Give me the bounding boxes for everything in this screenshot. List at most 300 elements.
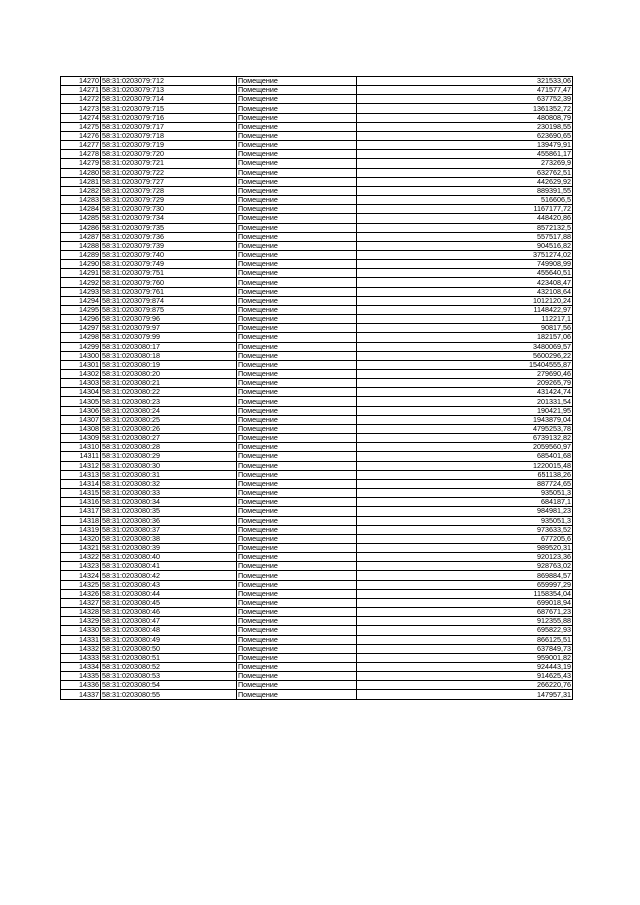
- table-row: [61, 269, 573, 278]
- object-type-cell: Помещение: [237, 315, 357, 324]
- cadastral-value-cell: 279690,46: [357, 370, 573, 379]
- row-number-cell: 14330: [61, 626, 101, 635]
- table-row: [61, 159, 573, 168]
- cadastral-value-cell: 632762,51: [357, 168, 573, 177]
- cadastral-number-cell: 58:31:0203080:32: [101, 479, 237, 488]
- table-row: [61, 86, 573, 95]
- cadastral-value-cell: 557517,88: [357, 232, 573, 241]
- row-number-cell: 14307: [61, 415, 101, 424]
- object-type-cell: Помещение: [237, 360, 357, 369]
- row-number-cell: 14305: [61, 397, 101, 406]
- object-type-cell: Помещение: [237, 287, 357, 296]
- table-row: [61, 95, 573, 104]
- object-type-cell: Помещение: [237, 608, 357, 617]
- object-type-cell: Помещение: [237, 543, 357, 552]
- table-row: [61, 580, 573, 589]
- row-number-cell: 14299: [61, 342, 101, 351]
- cadastral-number-cell: 58:31:0203080:48: [101, 626, 237, 635]
- table-row: [61, 415, 573, 424]
- object-type-cell: Помещение: [237, 580, 357, 589]
- cadastral-number-cell: 58:31:0203080:52: [101, 663, 237, 672]
- table-row: [61, 177, 573, 186]
- row-number-cell: 14316: [61, 498, 101, 507]
- cadastral-value-cell: 637752,39: [357, 95, 573, 104]
- cadastral-value-cell: 201331,54: [357, 397, 573, 406]
- object-type-cell: Помещение: [237, 177, 357, 186]
- table-row: [61, 388, 573, 397]
- table-body: [61, 77, 573, 700]
- row-number-cell: 14301: [61, 360, 101, 369]
- cadastral-value-cell: 959001,82: [357, 653, 573, 662]
- table-row: [61, 498, 573, 507]
- table-row: [61, 571, 573, 580]
- row-number-cell: 14337: [61, 690, 101, 699]
- cadastral-number-cell: 58:31:0203079:713: [101, 86, 237, 95]
- cadastral-value-cell: 677205,6: [357, 534, 573, 543]
- object-type-cell: Помещение: [237, 516, 357, 525]
- cadastral-number-cell: 58:31:0203079:717: [101, 122, 237, 131]
- row-number-cell: 14329: [61, 617, 101, 626]
- table-row: [61, 617, 573, 626]
- row-number-cell: 14324: [61, 571, 101, 580]
- table-row: [61, 186, 573, 195]
- cadastral-number-cell: 58:31:0203080:55: [101, 690, 237, 699]
- cadastral-value-cell: 112217,1: [357, 315, 573, 324]
- table-row: [61, 507, 573, 516]
- object-type-cell: Помещение: [237, 214, 357, 223]
- cadastral-number-cell: 58:31:0203080:43: [101, 580, 237, 589]
- cadastral-value-cell: 516606,5: [357, 196, 573, 205]
- cadastral-value-cell: 935051,3: [357, 489, 573, 498]
- row-number-cell: 14281: [61, 177, 101, 186]
- cadastral-number-cell: 58:31:0203079:740: [101, 250, 237, 259]
- row-number-cell: 14274: [61, 113, 101, 122]
- cadastral-number-cell: 58:31:0203080:38: [101, 534, 237, 543]
- table-row: [61, 434, 573, 443]
- cadastral-value-cell: 1012120,24: [357, 296, 573, 305]
- cadastral-number-cell: 58:31:0203080:40: [101, 553, 237, 562]
- object-type-cell: Помещение: [237, 333, 357, 342]
- cadastral-number-cell: 58:31:0203080:42: [101, 571, 237, 580]
- cadastral-number-cell: 58:31:0203079:718: [101, 131, 237, 140]
- cadastral-value-cell: 984981,23: [357, 507, 573, 516]
- table-row: [61, 644, 573, 653]
- cadastral-number-cell: 58:31:0203079:761: [101, 287, 237, 296]
- table-row: [61, 296, 573, 305]
- object-type-cell: Помещение: [237, 269, 357, 278]
- table-row: [61, 168, 573, 177]
- table-row: [61, 608, 573, 617]
- cadastral-number-cell: 58:31:0203080:20: [101, 370, 237, 379]
- row-number-cell: 14303: [61, 379, 101, 388]
- object-type-cell: Помещение: [237, 553, 357, 562]
- row-number-cell: 14296: [61, 315, 101, 324]
- object-type-cell: Помещение: [237, 653, 357, 662]
- cadastral-number-cell: 58:31:0203080:54: [101, 681, 237, 690]
- object-type-cell: Помещение: [237, 525, 357, 534]
- table-row: [61, 516, 573, 525]
- cadastral-value-cell: 914625,43: [357, 672, 573, 681]
- object-type-cell: Помещение: [237, 86, 357, 95]
- object-type-cell: Помещение: [237, 617, 357, 626]
- cadastral-value-cell: 1220015,48: [357, 461, 573, 470]
- row-number-cell: 14293: [61, 287, 101, 296]
- cadastral-value-cell: 455861,17: [357, 150, 573, 159]
- object-type-cell: Помещение: [237, 122, 357, 131]
- object-type-cell: Помещение: [237, 498, 357, 507]
- cadastral-number-cell: 58:31:0203079:735: [101, 223, 237, 232]
- object-type-cell: Помещение: [237, 305, 357, 314]
- object-type-cell: Помещение: [237, 388, 357, 397]
- table-row: [61, 543, 573, 552]
- table-row: [61, 287, 573, 296]
- cadastral-value-cell: 5600296,22: [357, 351, 573, 360]
- cadastral-number-cell: 58:31:0203079:728: [101, 186, 237, 195]
- row-number-cell: 14287: [61, 232, 101, 241]
- object-type-cell: Помещение: [237, 406, 357, 415]
- cadastral-number-cell: 58:31:0203080:35: [101, 507, 237, 516]
- row-number-cell: 14290: [61, 260, 101, 269]
- row-number-cell: 14311: [61, 452, 101, 461]
- cadastral-number-cell: 58:31:0203080:25: [101, 415, 237, 424]
- cadastral-value-cell: 321533,06: [357, 77, 573, 86]
- row-number-cell: 14278: [61, 150, 101, 159]
- cadastral-value-cell: 3751274,02: [357, 250, 573, 259]
- object-type-cell: Помещение: [237, 424, 357, 433]
- object-type-cell: Помещение: [237, 379, 357, 388]
- cadastral-number-cell: 58:31:0203079:874: [101, 296, 237, 305]
- row-number-cell: 14336: [61, 681, 101, 690]
- cadastral-value-cell: 637849,73: [357, 644, 573, 653]
- cadastral-value-cell: 659997,29: [357, 580, 573, 589]
- table-row: [61, 397, 573, 406]
- cadastral-value-cell: 699018,94: [357, 598, 573, 607]
- object-type-cell: Помещение: [237, 589, 357, 598]
- row-number-cell: 14284: [61, 205, 101, 214]
- object-type-cell: Помещение: [237, 250, 357, 259]
- table-row: [61, 489, 573, 498]
- row-number-cell: 14295: [61, 305, 101, 314]
- cadastral-number-cell: 58:31:0203080:23: [101, 397, 237, 406]
- row-number-cell: 14308: [61, 424, 101, 433]
- cadastral-number-cell: 58:31:0203079:722: [101, 168, 237, 177]
- cadastral-number-cell: 58:31:0203080:39: [101, 543, 237, 552]
- row-number-cell: 14297: [61, 324, 101, 333]
- object-type-cell: Помещение: [237, 232, 357, 241]
- row-number-cell: 14322: [61, 553, 101, 562]
- table-row: [61, 305, 573, 314]
- cadastral-value-cell: 230198,55: [357, 122, 573, 131]
- cadastral-value-cell: 651138,26: [357, 470, 573, 479]
- cadastral-number-cell: 58:31:0203080:46: [101, 608, 237, 617]
- cadastral-value-cell: 480808,79: [357, 113, 573, 122]
- table-row: [61, 461, 573, 470]
- cadastral-value-cell: 869884,57: [357, 571, 573, 580]
- cadastral-number-cell: 58:31:0203080:28: [101, 443, 237, 452]
- object-type-cell: Помещение: [237, 479, 357, 488]
- cadastral-value-cell: 432108,64: [357, 287, 573, 296]
- object-type-cell: Помещение: [237, 113, 357, 122]
- row-number-cell: 14312: [61, 461, 101, 470]
- cadastral-value-cell: 920123,36: [357, 553, 573, 562]
- object-type-cell: Помещение: [237, 168, 357, 177]
- row-number-cell: 14320: [61, 534, 101, 543]
- row-number-cell: 14282: [61, 186, 101, 195]
- cadastral-value-cell: 887724,65: [357, 479, 573, 488]
- object-type-cell: Помещение: [237, 598, 357, 607]
- table-row: [61, 360, 573, 369]
- table-row: [61, 150, 573, 159]
- row-number-cell: 14275: [61, 122, 101, 131]
- cadastral-value-cell: 90817,56: [357, 324, 573, 333]
- object-type-cell: Помещение: [237, 205, 357, 214]
- object-type-cell: Помещение: [237, 443, 357, 452]
- cadastral-number-cell: 58:31:0203080:49: [101, 635, 237, 644]
- cadastral-number-cell: 58:31:0203080:18: [101, 351, 237, 360]
- object-type-cell: Помещение: [237, 196, 357, 205]
- cadastral-number-cell: 58:31:0203079:729: [101, 196, 237, 205]
- cadastral-value-cell: 695822,93: [357, 626, 573, 635]
- cadastral-value-cell: 3480069,57: [357, 342, 573, 351]
- row-number-cell: 14279: [61, 159, 101, 168]
- cadastral-value-cell: 904516,82: [357, 241, 573, 250]
- table-row: [61, 672, 573, 681]
- object-type-cell: Помещение: [237, 370, 357, 379]
- cadastral-value-cell: 182157,06: [357, 333, 573, 342]
- object-type-cell: Помещение: [237, 626, 357, 635]
- cadastral-number-cell: 58:31:0203080:44: [101, 589, 237, 598]
- cadastral-value-cell: 273269,9: [357, 159, 573, 168]
- object-type-cell: Помещение: [237, 489, 357, 498]
- cadastral-number-cell: 58:31:0203080:27: [101, 434, 237, 443]
- row-number-cell: 14321: [61, 543, 101, 552]
- table-row: [61, 379, 573, 388]
- table-row: [61, 196, 573, 205]
- table-row: [61, 223, 573, 232]
- table-row: [61, 424, 573, 433]
- cadastral-number-cell: 58:31:0203080:53: [101, 672, 237, 681]
- table-row: [61, 626, 573, 635]
- cadastral-number-cell: 58:31:0203079:99: [101, 333, 237, 342]
- cadastral-value-cell: 687671,23: [357, 608, 573, 617]
- object-type-cell: Помещение: [237, 507, 357, 516]
- object-type-cell: Помещение: [237, 534, 357, 543]
- row-number-cell: 14335: [61, 672, 101, 681]
- cadastral-number-cell: 58:31:0203080:26: [101, 424, 237, 433]
- object-type-cell: Помещение: [237, 470, 357, 479]
- table-row: [61, 681, 573, 690]
- cadastral-value-cell: 1158354,04: [357, 589, 573, 598]
- cadastral-value-cell: 455640,51: [357, 269, 573, 278]
- table-row: [61, 122, 573, 131]
- row-number-cell: 14298: [61, 333, 101, 342]
- cadastral-value-cell: 266220,76: [357, 681, 573, 690]
- table-row: [61, 452, 573, 461]
- object-type-cell: Помещение: [237, 342, 357, 351]
- cadastral-number-cell: 58:31:0203079:739: [101, 241, 237, 250]
- object-type-cell: Помещение: [237, 663, 357, 672]
- cadastral-number-cell: 58:31:0203079:751: [101, 269, 237, 278]
- row-number-cell: 14302: [61, 370, 101, 379]
- cadastral-number-cell: 58:31:0203079:715: [101, 104, 237, 113]
- cadastral-number-cell: 58:31:0203080:33: [101, 489, 237, 498]
- cadastral-value-cell: 924443,19: [357, 663, 573, 672]
- row-number-cell: 14277: [61, 141, 101, 150]
- cadastral-number-cell: 58:31:0203080:24: [101, 406, 237, 415]
- row-number-cell: 14294: [61, 296, 101, 305]
- cadastral-value-cell: 749908,99: [357, 260, 573, 269]
- object-type-cell: Помещение: [237, 461, 357, 470]
- row-number-cell: 14288: [61, 241, 101, 250]
- table-row: [61, 131, 573, 140]
- object-type-cell: Помещение: [237, 150, 357, 159]
- object-type-cell: Помещение: [237, 635, 357, 644]
- row-number-cell: 14333: [61, 653, 101, 662]
- table-row: [61, 241, 573, 250]
- row-number-cell: 14331: [61, 635, 101, 644]
- cadastral-number-cell: 58:31:0203080:22: [101, 388, 237, 397]
- row-number-cell: 14273: [61, 104, 101, 113]
- row-number-cell: 14272: [61, 95, 101, 104]
- cadastral-value-cell: 685401,68: [357, 452, 573, 461]
- table-row: [61, 278, 573, 287]
- object-type-cell: Помещение: [237, 141, 357, 150]
- cadastral-number-cell: 58:31:0203080:34: [101, 498, 237, 507]
- cadastral-value-cell: 15404555,87: [357, 360, 573, 369]
- table-row: [61, 690, 573, 699]
- object-type-cell: Помещение: [237, 644, 357, 653]
- object-type-cell: Помещение: [237, 104, 357, 113]
- cadastral-number-cell: 58:31:0203080:29: [101, 452, 237, 461]
- row-number-cell: 14291: [61, 269, 101, 278]
- cadastral-value-cell: 448420,86: [357, 214, 573, 223]
- row-number-cell: 14327: [61, 598, 101, 607]
- cadastral-value-cell: 623690,65: [357, 131, 573, 140]
- row-number-cell: 14313: [61, 470, 101, 479]
- table-row: [61, 406, 573, 415]
- cadastral-number-cell: 58:31:0203079:97: [101, 324, 237, 333]
- cadastral-value-cell: 2059560,97: [357, 443, 573, 452]
- cadastral-value-cell: 935051,3: [357, 516, 573, 525]
- table-row: [61, 443, 573, 452]
- object-type-cell: Помещение: [237, 672, 357, 681]
- cadastral-number-cell: 58:31:0203079:719: [101, 141, 237, 150]
- cadastral-number-cell: 58:31:0203079:721: [101, 159, 237, 168]
- object-type-cell: Помещение: [237, 324, 357, 333]
- cadastral-value-cell: 928763,02: [357, 562, 573, 571]
- table-row: [61, 205, 573, 214]
- cadastral-number-cell: 58:31:0203080:37: [101, 525, 237, 534]
- cadastral-value-cell: 471577,47: [357, 86, 573, 95]
- table-row: [61, 260, 573, 269]
- object-type-cell: Помещение: [237, 278, 357, 287]
- cadastral-value-cell: 4795253,78: [357, 424, 573, 433]
- cadastral-number-cell: 58:31:0203080:47: [101, 617, 237, 626]
- cadastral-value-cell: 147957,31: [357, 690, 573, 699]
- cadastral-value-cell: 989520,31: [357, 543, 573, 552]
- cadastral-number-cell: 58:31:0203079:734: [101, 214, 237, 223]
- cadastral-number-cell: 58:31:0203080:21: [101, 379, 237, 388]
- row-number-cell: 14270: [61, 77, 101, 86]
- row-number-cell: 14304: [61, 388, 101, 397]
- object-type-cell: Помещение: [237, 434, 357, 443]
- table-row: [61, 562, 573, 571]
- table-row: [61, 214, 573, 223]
- cadastral-value-table: [60, 76, 573, 700]
- table-row: [61, 635, 573, 644]
- row-number-cell: 14292: [61, 278, 101, 287]
- cadastral-value-cell: 431424,74: [357, 388, 573, 397]
- cadastral-value-cell: 442629,92: [357, 177, 573, 186]
- row-number-cell: 14276: [61, 131, 101, 140]
- cadastral-value-cell: 1943879,04: [357, 415, 573, 424]
- table-row: [61, 315, 573, 324]
- cadastral-number-cell: 58:31:0203080:17: [101, 342, 237, 351]
- object-type-cell: Помещение: [237, 351, 357, 360]
- cadastral-number-cell: 58:31:0203079:712: [101, 77, 237, 86]
- table-row: [61, 370, 573, 379]
- cadastral-number-cell: 58:31:0203080:36: [101, 516, 237, 525]
- row-number-cell: 14323: [61, 562, 101, 571]
- row-number-cell: 14286: [61, 223, 101, 232]
- cadastral-value-cell: 684187,1: [357, 498, 573, 507]
- cadastral-number-cell: 58:31:0203079:720: [101, 150, 237, 159]
- object-type-cell: Помещение: [237, 159, 357, 168]
- cadastral-number-cell: 58:31:0203079:875: [101, 305, 237, 314]
- cadastral-value-cell: 139479,91: [357, 141, 573, 150]
- cadastral-value-cell: 973633,52: [357, 525, 573, 534]
- row-number-cell: 14315: [61, 489, 101, 498]
- row-number-cell: 14318: [61, 516, 101, 525]
- cadastral-value-cell: 1148422,97: [357, 305, 573, 314]
- cadastral-value-cell: 190421,95: [357, 406, 573, 415]
- cadastral-value-cell: 1167177,72: [357, 205, 573, 214]
- row-number-cell: 14271: [61, 86, 101, 95]
- table-row: [61, 525, 573, 534]
- cadastral-number-cell: 58:31:0203079:716: [101, 113, 237, 122]
- cadastral-value-cell: 889391,55: [357, 186, 573, 195]
- cadastral-number-cell: 58:31:0203079:760: [101, 278, 237, 287]
- object-type-cell: Помещение: [237, 260, 357, 269]
- cadastral-number-cell: 58:31:0203080:31: [101, 470, 237, 479]
- cadastral-value-cell: 8572132,5: [357, 223, 573, 232]
- object-type-cell: Помещение: [237, 223, 357, 232]
- object-type-cell: Помещение: [237, 397, 357, 406]
- row-number-cell: 14310: [61, 443, 101, 452]
- table-row: [61, 479, 573, 488]
- table-row: [61, 663, 573, 672]
- row-number-cell: 14306: [61, 406, 101, 415]
- row-number-cell: 14319: [61, 525, 101, 534]
- object-type-cell: Помещение: [237, 681, 357, 690]
- table-row: [61, 351, 573, 360]
- cadastral-number-cell: 58:31:0203080:30: [101, 461, 237, 470]
- row-number-cell: 14328: [61, 608, 101, 617]
- cadastral-number-cell: 58:31:0203079:727: [101, 177, 237, 186]
- row-number-cell: 14317: [61, 507, 101, 516]
- object-type-cell: Помещение: [237, 186, 357, 195]
- table-row: [61, 589, 573, 598]
- row-number-cell: 14280: [61, 168, 101, 177]
- object-type-cell: Помещение: [237, 562, 357, 571]
- cadastral-number-cell: 58:31:0203079:736: [101, 232, 237, 241]
- row-number-cell: 14289: [61, 250, 101, 259]
- row-number-cell: 14326: [61, 589, 101, 598]
- row-number-cell: 14325: [61, 580, 101, 589]
- cadastral-number-cell: 58:31:0203080:19: [101, 360, 237, 369]
- cadastral-value-cell: 866125,51: [357, 635, 573, 644]
- table-row: [61, 113, 573, 122]
